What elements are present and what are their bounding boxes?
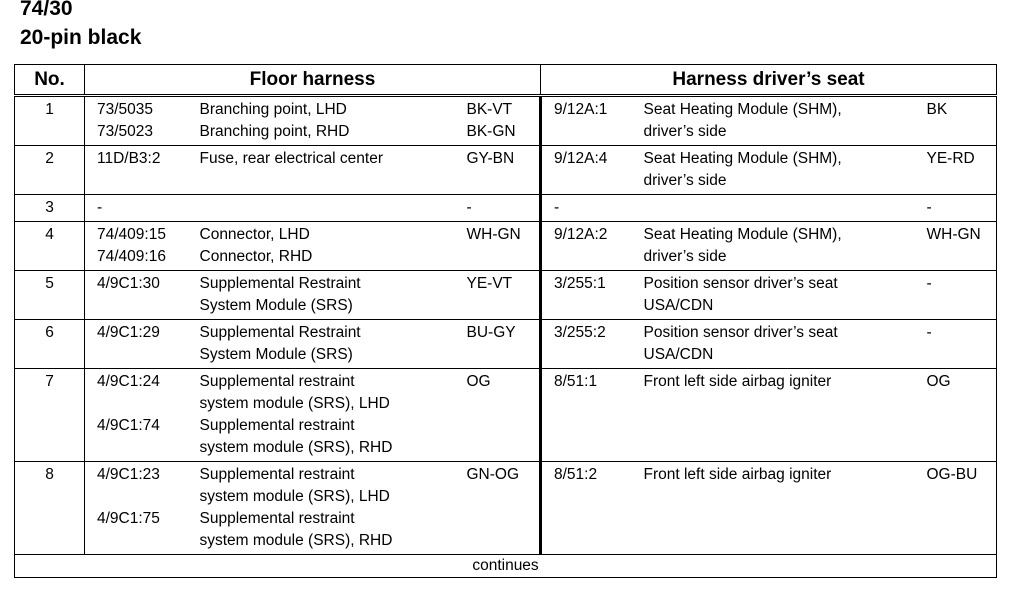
column-header-floor-harness: Floor harness [85,65,541,96]
spacer [97,437,200,459]
floor-description-cell [200,369,455,462]
floor-code: 4/9C1:75 [97,510,160,527]
driver-wire-color: - [919,195,997,222]
driver-code-cell [541,369,644,462]
driver-description-cell [644,222,919,271]
driver-wire-color: YE-RD [919,146,997,195]
pin-number: 5 [15,271,85,320]
connector-description: 20-pin black [20,26,142,49]
driver-code: 8/51:1 [554,373,598,390]
floor-code: 74/409:16 [97,248,166,265]
column-header-driver-seat-harness: Harness driver’s seat [541,65,997,96]
floor-wire-color-cell [455,320,541,369]
floor-description: system module (SRS), LHD [199,488,390,505]
driver-description: Seat Heating Module (SHM), [643,226,842,243]
floor-description-cell [200,146,455,195]
floor-description-cell [200,320,455,369]
floor-code-cell [85,271,200,320]
floor-code: 4/9C1:29 [97,324,160,341]
floor-code: 73/5035 [97,101,154,118]
floor-code: 11D/B3:2 [97,150,161,167]
driver-code-cell [541,320,644,369]
floor-wire-color: BK-GN [466,123,516,140]
floor-code-cell [85,462,200,555]
driver-description: Seat Heating Module (SHM), [643,101,842,118]
driver-description-cell [644,320,919,369]
driver-description: Seat Heating Module (SHM), [643,150,842,167]
title-block [20,0,141,52]
driver-code: 9/12A:4 [554,150,608,167]
pin-number: 3 [15,195,85,222]
floor-wire-color-cell [455,462,541,555]
floor-description: Connector, RHD [199,248,313,265]
table-row [15,195,997,222]
table-footer-row [15,555,997,578]
spacer [97,295,200,317]
driver-code: 8/51:2 [554,466,598,483]
floor-description: Connector, LHD [199,226,310,243]
floor-description-cell [200,222,455,271]
column-header-no: No. [15,65,85,96]
driver-code: 3/255:1 [554,275,606,292]
driver-code-cell [541,462,644,555]
driver-wire-color: BK [919,96,997,146]
table-row [15,320,997,369]
driver-code-cell [541,271,644,320]
floor-wire-color-cell [455,96,541,146]
floor-wire-color: YE-VT [466,275,513,292]
floor-code-cell [85,320,200,369]
floor-wire-color: OG [466,373,491,390]
floor-description: system module (SRS), RHD [199,532,393,549]
driver-description: Front left side airbag igniter [643,373,832,390]
floor-code-cell [85,222,200,271]
floor-description-cell [200,195,455,222]
floor-wire-color: BU-GY [466,324,516,341]
driver-description: Position sensor driver’s seat [643,275,838,292]
floor-code: 4/9C1:30 [97,275,160,292]
table-row [15,222,997,271]
table-row [15,369,997,462]
table-body [15,96,997,555]
pin-number: 4 [15,222,85,271]
driver-wire-color: OG-BU [919,462,997,555]
floor-wire-color-cell [455,222,541,271]
pin-number: 2 [15,146,85,195]
driver-description: driver’s side [643,248,727,265]
driver-code-cell [541,146,644,195]
spacer [97,530,200,552]
driver-code-cell [541,195,644,222]
floor-code-cell [85,96,200,146]
spacer [97,344,200,366]
floor-wire-color-cell [455,146,541,195]
continues-note: continues [15,555,997,578]
floor-description: Supplemental restraint [199,510,355,527]
driver-description-cell [644,96,919,146]
driver-description-cell [644,146,919,195]
pinout-table [14,64,997,578]
driver-description-cell [644,462,919,555]
driver-description: USA/CDN [643,297,714,314]
floor-wire-color-cell [455,369,541,462]
floor-description: Branching point, RHD [199,123,350,140]
driver-wire-color: - [919,271,997,320]
floor-wire-color: - [466,199,472,216]
floor-code: - [97,199,103,216]
floor-code-cell [85,146,200,195]
pin-number: 1 [15,96,85,146]
floor-description: System Module (SRS) [199,346,353,363]
floor-description: Branching point, LHD [199,101,347,118]
floor-description: system module (SRS), LHD [199,395,390,412]
driver-wire-color: - [919,320,997,369]
floor-code-cell [85,369,200,462]
floor-description-cell [200,462,455,555]
table-row [15,462,997,555]
floor-code: 4/9C1:74 [97,417,160,434]
floor-wire-color: GY-BN [466,150,515,167]
floor-wire-color-cell [455,195,541,222]
driver-description: Position sensor driver’s seat [643,324,838,341]
driver-code: 9/12A:2 [554,226,608,243]
floor-code: 73/5023 [97,123,154,140]
driver-description-cell [644,271,919,320]
driver-code: 3/255:2 [554,324,606,341]
floor-wire-color: WH-GN [466,226,521,243]
floor-wire-color: GN-OG [466,466,520,483]
table-row [15,271,997,320]
floor-description: Fuse, rear electrical center [199,150,383,167]
driver-wire-color: OG [919,369,997,462]
driver-code: - [554,199,560,216]
driver-description: driver’s side [643,123,727,140]
driver-description-cell [644,195,919,222]
floor-description: Supplemental Restraint [199,275,361,292]
driver-description: driver’s side [643,172,727,189]
driver-wire-color: WH-GN [919,222,997,271]
table-row [15,146,997,195]
floor-description: Supplemental restraint [199,373,355,390]
floor-wire-color: BK-VT [466,101,513,118]
table-header-row [15,65,997,96]
floor-code: 4/9C1:23 [97,466,160,483]
table-row [15,96,997,146]
floor-description-cell [200,271,455,320]
floor-description: Supplemental restraint [199,466,355,483]
floor-description: Supplemental restraint [199,417,355,434]
driver-code-cell [541,222,644,271]
spacer [97,486,200,508]
floor-wire-color-cell [455,271,541,320]
driver-description: Front left side airbag igniter [643,466,832,483]
connector-id: 74/30 [20,0,73,20]
driver-code: 9/12A:1 [554,101,608,118]
pin-number: 8 [15,462,85,555]
floor-description: Supplemental Restraint [199,324,361,341]
pin-number: 6 [15,320,85,369]
floor-description-cell [200,96,455,146]
floor-code: 74/409:15 [97,226,166,243]
driver-description: USA/CDN [643,346,714,363]
floor-description: system module (SRS), RHD [199,439,393,456]
floor-code: 4/9C1:24 [97,373,160,390]
floor-code-cell [85,195,200,222]
pin-number: 7 [15,369,85,462]
floor-description: System Module (SRS) [199,297,353,314]
driver-description-cell [644,369,919,462]
driver-code-cell [541,96,644,146]
spacer [97,393,200,415]
